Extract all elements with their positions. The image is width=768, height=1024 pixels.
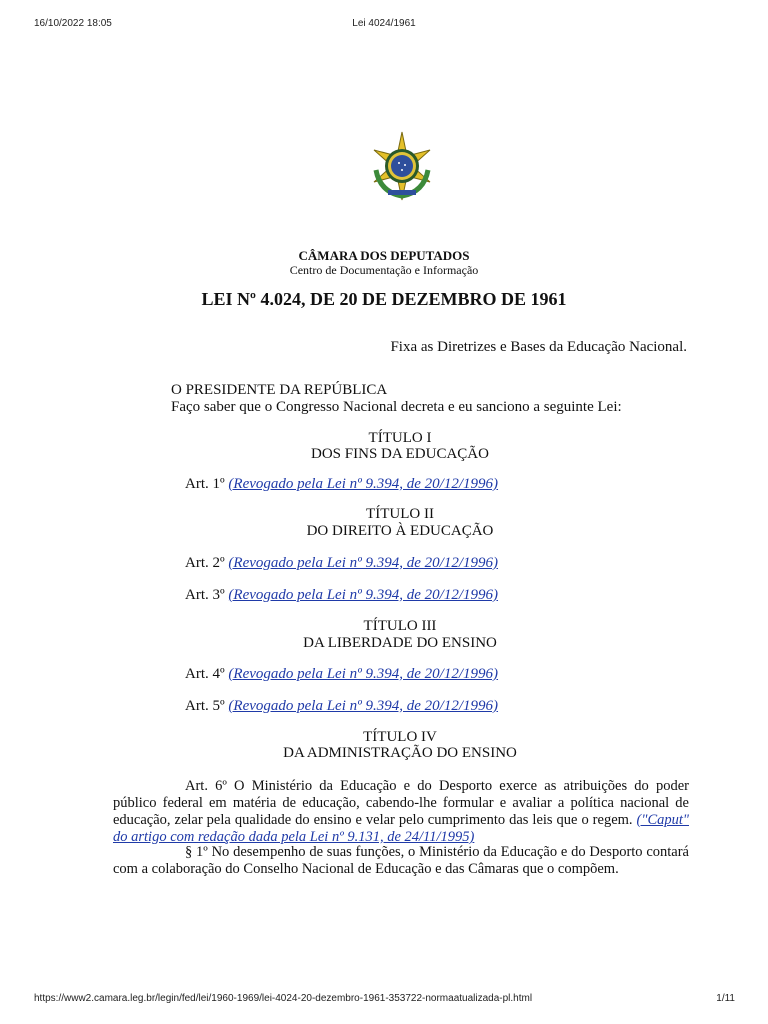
title-label: TÍTULO IV (363, 729, 437, 745)
law-title: LEI Nº 4.024, DE 20 DE DEZEMBRO DE 1961 (201, 289, 567, 309)
revocation-link[interactable]: (Revogado pela Lei nº 9.394, de 20/12/1996) (228, 555, 499, 571)
title-label: TÍTULO II (366, 506, 434, 522)
paragraph-text: § 1º No desempenho de suas funções, o Ministério da Educação e do Desporto contará com a colaboração do Conselho Nacional de Educação e das Câmaras que o compõem. (113, 844, 689, 877)
article-6-text: Art. 6º O Ministério da Educação e do Desporto exerce as atribuições do poder público federal em matéria de educação, cabendo-lhe formular e avaliar a política nacional de educação, zelar pela qualidade do ensino e velar pelo cumprimento das leis que o regem. (113, 778, 689, 828)
article-number: Art. 3º (185, 587, 225, 603)
preamble-president: O PRESIDENTE DA REPÚBLICA (171, 382, 388, 398)
revocation-link[interactable]: (Revogado pela Lei nº 9.394, de 20/12/1996) (228, 587, 499, 603)
brazil-coat-of-arms-icon (366, 130, 438, 202)
article (185, 587, 498, 604)
print-doc-title: Lei 4024/1961 (352, 18, 416, 29)
title-name: DO DIREITO À EDUCAÇÃO (306, 523, 494, 539)
revocation-link[interactable]: (Revogado pela Lei nº 9.394, de 20/12/1996) (228, 476, 499, 492)
article-number: Art. 2º (185, 555, 225, 571)
article (185, 476, 498, 493)
article-number: Art. 5º (185, 698, 225, 714)
print-datetime: 16/10/2022 18:05 (34, 18, 112, 29)
preamble-enact: Faço saber que o Congresso Nacional decreta e eu sanciono a seguinte Lei: (171, 399, 622, 415)
amendment-link[interactable]: ("Caput" do artigo com redação dada pela Lei nº 9.131, de 24/11/1995) (113, 812, 689, 845)
article (185, 555, 498, 572)
article-number: Art. 4º (185, 666, 225, 682)
page-number: 1/11 (716, 993, 735, 1004)
title-label: TÍTULO III (363, 618, 437, 634)
article-6-paragraph-1 (113, 844, 689, 878)
title-name: DA LIBERDADE DO ENSINO (303, 635, 497, 651)
article (185, 698, 498, 715)
title-name: DOS FINS DA EDUCAÇÃO (311, 446, 489, 462)
revocation-link[interactable]: (Revogado pela Lei nº 9.394, de 20/12/1996) (228, 698, 499, 714)
law-ementa: Fixa as Diretrizes e Bases da Educação Nacional. (390, 339, 687, 355)
org-name: CÂMARA DOS DEPUTADOS (298, 248, 470, 263)
title-name: DA ADMINISTRAÇÃO DO ENSINO (283, 745, 517, 761)
print-url: https://www2.camara.leg.br/legin/fed/lei/1960-1969/lei-4024-20-dezembro-1961-353722-normaatualizada-pl.html (34, 993, 533, 1004)
title-label: TÍTULO I (368, 430, 432, 446)
org-subtitle: Centro de Documentação e Informação (289, 263, 479, 277)
article-6 (113, 778, 689, 846)
revocation-link[interactable]: (Revogado pela Lei nº 9.394, de 20/12/1996) (228, 666, 499, 682)
article-number: Art. 1º (185, 476, 225, 492)
article (185, 666, 498, 683)
